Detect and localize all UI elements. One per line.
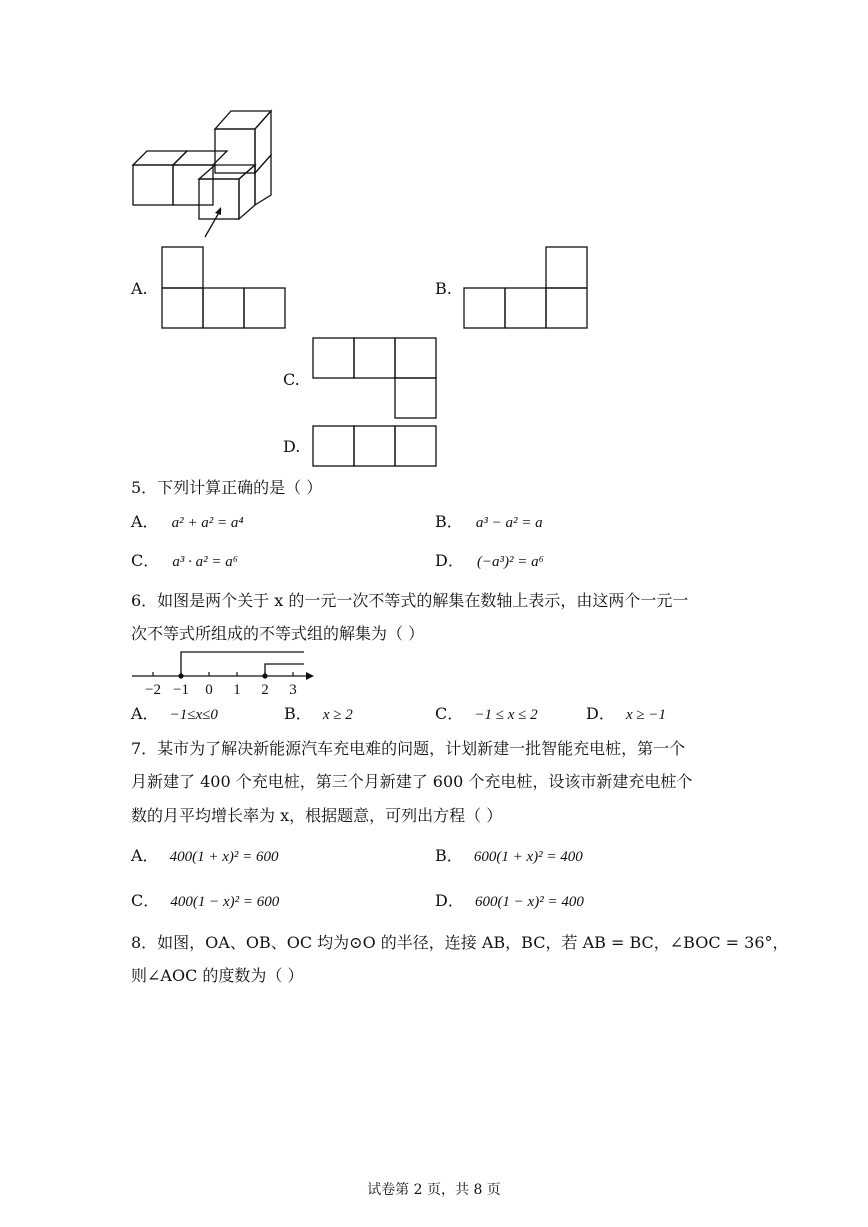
q4-option-d-figure	[311, 424, 439, 468]
q7-c-label: C．	[131, 891, 160, 910]
q5-d-label: D．	[435, 551, 464, 570]
q7-b-label: B．	[435, 846, 463, 865]
q6-d-label: D．	[586, 704, 615, 723]
q6-a-label: A．	[131, 704, 159, 723]
q6-option-a[interactable]	[131, 704, 218, 725]
q6-d-expr: x ≥ −1	[625, 707, 666, 723]
q5-option-d[interactable]	[435, 551, 544, 572]
q6-option-c[interactable]	[435, 704, 538, 725]
tick-label-2: 2	[261, 682, 269, 698]
q6-a-expr: −1≤x≤0	[169, 707, 218, 723]
q5-c-expr: a³ · a² = a⁶	[172, 554, 238, 570]
q5-stem: 5．下列计算正确的是（ ）	[131, 478, 323, 497]
q6-stem-line2: 次不等式所组成的不等式组的解集为（ ）	[131, 624, 425, 643]
q8-stem-line1: 8．如图，OA、OB、OC 均为⊙O 的半径，连接 AB，BC，若 AB = BC，∠BOC = 36°，	[131, 933, 789, 952]
q7-option-d[interactable]	[435, 891, 584, 912]
q4-option-a-figure	[160, 245, 288, 329]
q7-d-label: D．	[435, 891, 464, 910]
q6-option-b[interactable]	[284, 704, 353, 725]
page-footer: 试卷第 2 页，共 8 页	[367, 1182, 501, 1198]
q5-d-expr: (−a³)² = a⁶	[476, 554, 544, 570]
q5-option-b[interactable]	[435, 512, 543, 533]
q5-a-expr: a² + a² = a⁴	[171, 515, 244, 531]
tick-label-0: 0	[205, 682, 213, 698]
q4-option-d-label[interactable]: D.	[283, 437, 301, 456]
q7-d-expr: 600(1 − x)² = 400	[474, 894, 584, 910]
q7-stem-line1: 7．某市为了解决新能源汽车充电难的问题，计划新建一批智能充电桩，第一个	[131, 739, 686, 758]
q4-option-c-label[interactable]: C.	[283, 370, 300, 389]
q5-c-label: C．	[131, 551, 160, 570]
cube-solid-figure	[125, 105, 285, 245]
q7-option-a[interactable]	[131, 846, 279, 867]
q7-option-b[interactable]	[435, 846, 583, 867]
q4-option-a-label[interactable]: A.	[131, 279, 148, 298]
q6-c-label: C．	[435, 704, 464, 723]
q6-b-label: B．	[284, 704, 312, 723]
tick-label-1: 1	[233, 682, 241, 698]
tick-label-3: 3	[289, 682, 297, 698]
q7-b-expr: 600(1 + x)² = 400	[473, 849, 583, 865]
q6-stem-line1: 6．如图是两个关于 x 的一元一次不等式的解集在数轴上表示，由这两个一元一	[131, 591, 689, 610]
q7-a-label: A．	[131, 846, 159, 865]
q5-b-label: B．	[435, 512, 463, 531]
q6-c-expr: −1 ≤ x ≤ 2	[474, 707, 538, 723]
q6-option-d[interactable]	[586, 704, 666, 725]
q7-c-expr: 400(1 − x)² = 600	[170, 894, 280, 910]
q8-stem-line2: 则∠AOC 的度数为（ ）	[131, 966, 304, 985]
q7-stem-line2: 月新建了 400 个充电桩，第三个月新建了 600 个充电桩，设该市新建充电桩个	[131, 772, 693, 791]
q5-option-c[interactable]	[131, 551, 238, 572]
q7-option-c[interactable]	[131, 891, 279, 912]
number-line	[128, 648, 318, 698]
tick-label-neg2: −2	[145, 682, 161, 698]
q4-option-b-label[interactable]: B.	[435, 279, 452, 298]
q5-a-label: A．	[131, 512, 159, 531]
q7-a-expr: 400(1 + x)² = 600	[169, 849, 279, 865]
q4-option-c-figure	[311, 336, 439, 420]
q7-stem-line3: 数的月平均增长率为 x，根据题意，可列出方程（ ）	[131, 806, 503, 825]
q6-b-expr: x ≥ 2	[322, 707, 353, 723]
q5-b-expr: a³ − a² = a	[475, 515, 543, 531]
q4-option-b-figure	[462, 245, 590, 329]
tick-label-neg1: −1	[173, 682, 189, 698]
q5-option-a[interactable]	[131, 512, 244, 533]
